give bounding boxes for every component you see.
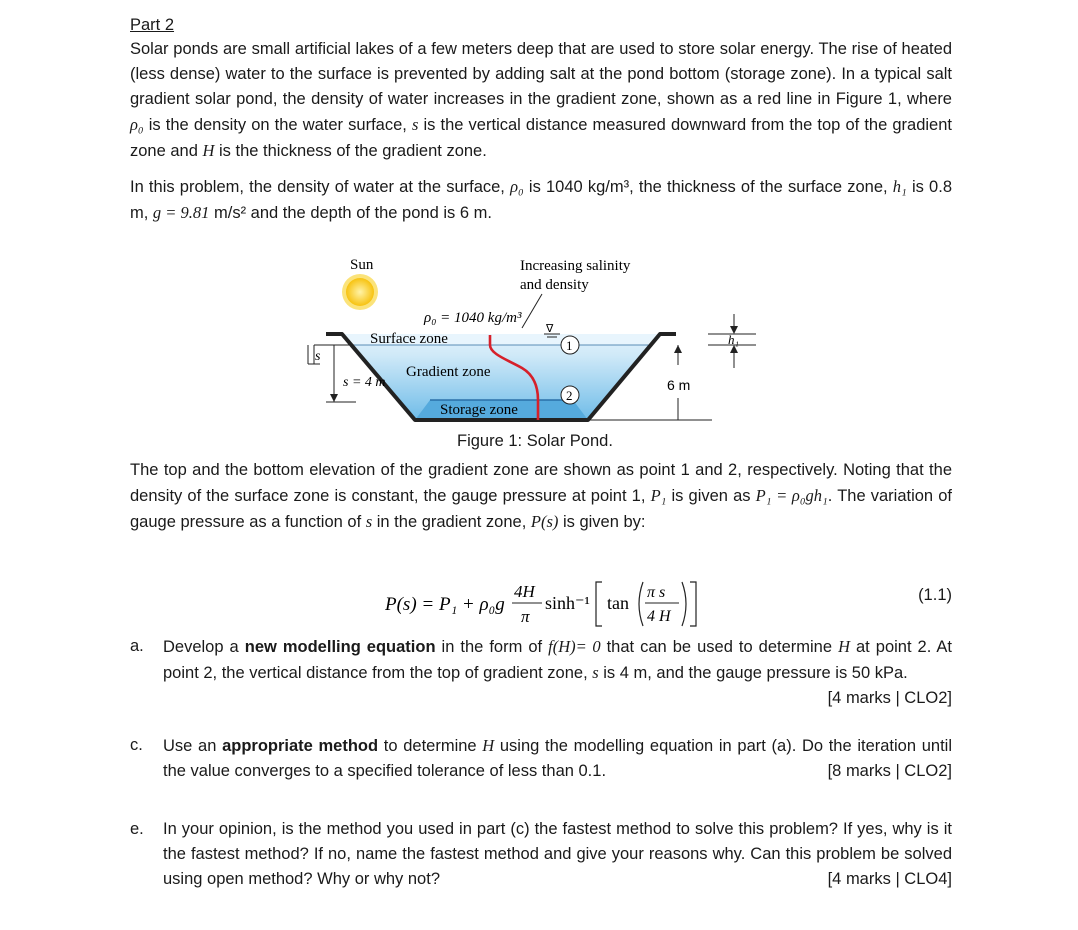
section-heading: Part 2 <box>130 16 175 34</box>
question-a-label: a. <box>130 637 144 655</box>
equation-inner-num: π s <box>647 584 666 601</box>
figure-caption: Figure 1: Solar Pond. <box>457 432 613 450</box>
question-c-marks: [8 marks | CLO2] <box>827 762 952 780</box>
salinity-pointer <box>522 294 542 328</box>
equation-frac-den: π <box>521 607 530 626</box>
rho-label: ρ₀ = 1040 kg/m³ <box>424 310 522 326</box>
s-label: s <box>315 349 321 364</box>
salinity-label-1: Increasing salinity <box>520 258 631 274</box>
equation-lhs: P(s) = P₁ + ρ₀g <box>385 594 505 615</box>
water-level-symbol: ∇ <box>546 322 554 335</box>
equation-number: (1.1) <box>918 586 952 604</box>
question-e-marks: [4 marks | CLO4] <box>827 870 952 888</box>
intro-paragraph: Solar ponds are small artificial lakes of a few meters deep that are used to store solar energy. The rise of heated (less dense) water to the surface is prevented by adding salt at the pond bottom (storage zone). In a typical salt gradient solar pond, the density of water increases in the gradient zone, shown as a red line in Figure 1, where ρ₀ is the density on the water surface, s is the vertical distance measured downward from the top of the gradient zone and H is the thickness of the gradient zone. <box>130 40 952 160</box>
question-e-label: e. <box>130 820 144 838</box>
salinity-label-2: and density <box>520 277 589 293</box>
svg-text:1: 1 <box>566 338 573 353</box>
question-e <box>130 817 952 892</box>
equation-frac-num: 4H <box>514 582 535 601</box>
surface-zone-label: Surface zone <box>370 331 448 347</box>
h1-label: h₁ <box>728 332 740 347</box>
point-2-marker <box>561 386 579 404</box>
question-a-text: Develop a new modelling equation in the form of f(H)= 0 that can be used to determine H at point 2. At point 2, the vertical distance from the top of gradient zone, s is 4 m, and the gauge pressure is 50 kPa. [4 marks | CLO2] <box>163 634 952 686</box>
given-paragraph: In this problem, the density of water at the surface, ρ₀ is 1040 kg/m³, the thickness of the surface zone, h₁ is 0.8 m, g = 9.81 m/s² and the depth of the pond is 6 m. <box>130 177 952 222</box>
equation-tan: tan <box>607 593 629 613</box>
gradient-zone-label: Gradient zone <box>406 364 491 380</box>
question-a <box>130 634 952 711</box>
point-1-marker <box>561 336 579 354</box>
svg-text:2: 2 <box>566 388 573 403</box>
question-c <box>130 733 952 784</box>
document-page <box>130 14 953 888</box>
question-a-marks: [4 marks | CLO2] <box>827 689 952 707</box>
pressure-equation <box>385 574 952 634</box>
depth-label: 6 m <box>667 377 691 393</box>
question-c-text: Use an appropriate method to determine H using the modelling equation in part (a). Do the iteration until the value converges to a specified tolerance of less than 0.1. [8 marks | CLO2] <box>163 733 952 784</box>
question-e-text: In your opinion, is the method you used in part (c) the fastest method to solve this problem? If yes, why is it the fastest method? If no, name the fastest method and give your reasons why. Can this problem be solved using open method? Why or why not? [4 marks | CLO4] <box>163 817 952 892</box>
equation-sinh: sinh⁻¹ <box>545 593 590 613</box>
sun-label: Sun <box>350 257 374 273</box>
solar-pond-figure <box>130 242 952 452</box>
storage-zone-label: Storage zone <box>440 402 518 418</box>
equation-inner-den: 4 H <box>647 608 671 625</box>
pressure-paragraph: The top and the bottom elevation of the gradient zone are shown as point 1 and 2, respectively. Noting that the density of the surface zone is constant, the gauge pressure at point 1, P₁ is given as P₁ = ρ₀gh₁. The variation of gauge pressure as a function of s in the gradient zone, P(s) is given by: <box>130 461 952 531</box>
solar-pond-diagram <box>130 242 952 432</box>
question-c-label: c. <box>130 736 143 754</box>
s-equals-label: s = 4 m <box>343 375 386 390</box>
sun-icon <box>342 274 378 310</box>
